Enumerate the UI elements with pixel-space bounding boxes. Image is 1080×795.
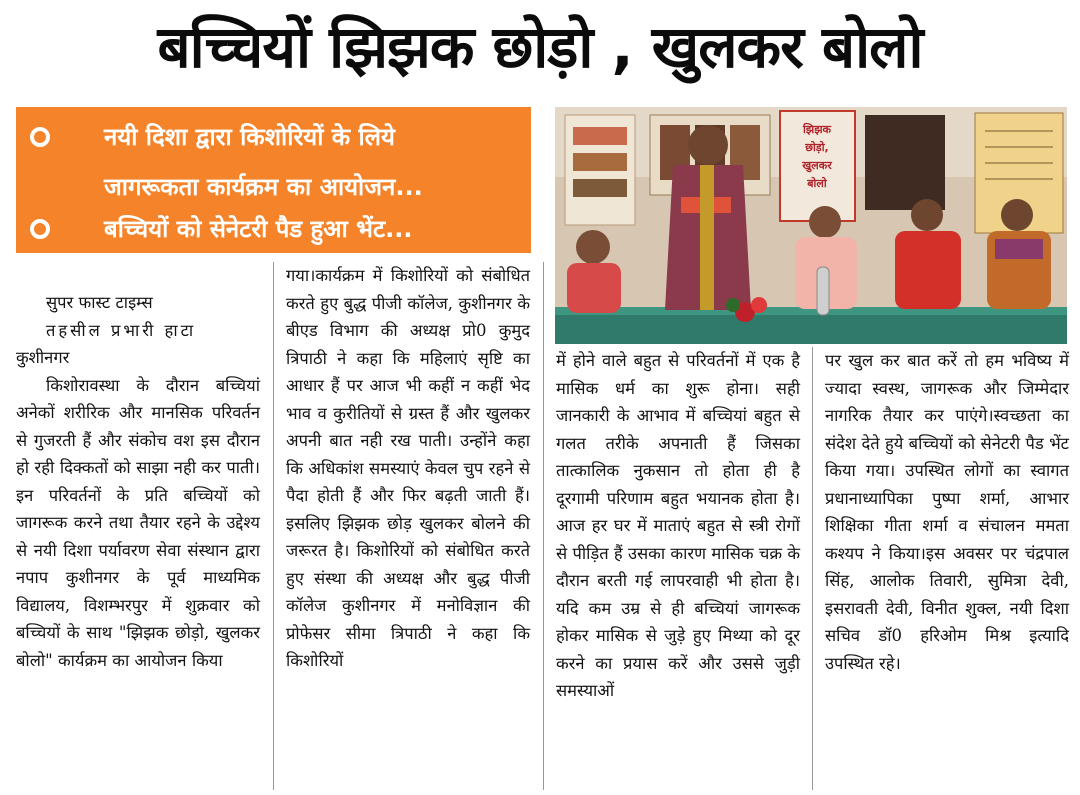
byline-reporter: तहसील प्रभारी हाटा xyxy=(46,320,197,340)
article-column-1 xyxy=(16,289,260,674)
article-text-col1: किशोरावस्था के दौरान बच्चियां अनेकों शरीरिक और मानसिक परिवर्तन से गुजरती हैं और संकोच वश इस दौरान हो रही दिक्कतों को साझा नही कर पाती। इन परिवर्तनों के प्रति बच्चियों को जागरूक करने तथा तैयार रहने के उद्देश्य से नयी दिशा पर्यावरण सेवा संस्थान द्वारा नपाप कुशीनगर के पूर्व माध्यमिक विद्यालय, विशम्भरपुर में शुक्रवार को बच्चियों के साथ "झिझक छोड़ो, खुलकर बोलो" कार्यक्रम का आयोजन किया xyxy=(16,375,260,670)
banner-text-3: खुलकर xyxy=(802,159,832,172)
headline: बच्चियों झिझक छोड़ो , खुलकर बोलो xyxy=(157,13,923,81)
banner-text-1: झिझक xyxy=(803,123,831,136)
column-divider xyxy=(812,347,813,790)
column-divider xyxy=(273,262,274,790)
highlight-continuation xyxy=(16,165,531,209)
article-text-col2: गया।कार्यक्रम में किशोरियों को संबोधित करते हुए बुद्ध पीजी कॉलेज, कुशीनगर के बीएड विभाग की अध्यक्ष प्रो0 कुमुद त्रिपाठी ने कहा कि महिलाएं सृष्टि का आधार हैं पर आज भी कहीं न कहीं भेद भाव व कुरीतियों से ग्रस्त हैं और खुलकर अपनी बात नही रख पाती। उन्होंने कहा कि अधिकांश समस्याएं केवल चुप रहने से पैदा होती हैं और फिर बढ़ती जाती हैं। इसलिए झिझक छोड़ खुलकर बोलने की जरूरत है। किशोरियों को संबोधित करते हुए संस्था की अध्यक्ष और बुद्ध पीजी कॉलेज कुशीनगर में मनोविज्ञान की प्रोफेसर सीमा त्रिपाठी ने कहा कि किशोरियों xyxy=(286,266,530,670)
column-divider xyxy=(543,262,544,790)
event-photo xyxy=(555,107,1067,344)
event-photo-illustration xyxy=(555,107,1067,344)
highlight-line-2: जागरूकता कार्यक्रम का आयोजन... xyxy=(104,173,423,201)
article-text-col4: पर खुल कर बात करें तो हम भविष्य में ज्यादा स्वस्थ, जागरूक और जिम्मेदार नागरिक तैयार कर पाएंगे।स्वच्छता का संदेश देते हुये बच्चियों को सेनेटरी पैड भेंट किया गया। उपस्थित लोगों का स्वागत प्रधानाध्यापिका पुष्पा शर्मा, आभार शिक्षिका गीता शर्मा व संचालन ममता कश्यप ने किया।इस अवसर पर चंद्रपाल सिंह, आलोक तिवारी, सुमित्रा देवी, इसरावती देवी, विनीत शुक्ल, नयी दिशा सचिव डॉ0 हरिओम मिश्र इत्यादि उपस्थित रहे। xyxy=(825,351,1069,673)
highlight-box xyxy=(16,107,531,253)
article-column-4 xyxy=(825,347,1069,677)
article-column-2 xyxy=(286,262,530,675)
banner-text-2: छोड़ो, xyxy=(805,141,829,154)
highlight-bullet-1 xyxy=(16,115,531,159)
highlight-line-1: नयी दिशा द्वारा किशोरियों के लिये xyxy=(104,123,395,151)
byline-place: कुशीनगर xyxy=(16,348,70,367)
banner-text-4: बोलो xyxy=(807,177,827,190)
highlight-bullet-2 xyxy=(16,207,531,251)
circle-bullet-icon xyxy=(30,127,50,147)
highlight-line-3: बच्चियों को सेनेटरी पैड हुआ भेंट... xyxy=(104,215,413,243)
byline-source: सुपर फास्ट टाइम्स xyxy=(46,293,153,312)
circle-bullet-icon xyxy=(30,219,50,239)
article-text-col3: में होने वाले बहुत से परिवर्तनों में एक है मासिक धर्म का शुरू होना। सही जानकारी के आभाव में बच्चियां बहुत से गलत तरीके अपनाती हैं जिसका तात्कालिक नुकसान तो होता ही है दूरगामी परिणाम बहुत भयानक होता है। आज हर घर में माताएं बहुत से स्त्री रोगों से पीड़ित हैं उसका कारण मासिक चक्र के दौरान बरती गई लापरवाही भी होता है। यदि कम उम्र से ही बच्चियां जागरूक होकर मासिक से जुड़े हुए मिथ्या को दूर करने का प्रयास करें और उससे जुड़ी समस्याओं xyxy=(556,351,800,700)
article-column-3 xyxy=(556,347,800,705)
